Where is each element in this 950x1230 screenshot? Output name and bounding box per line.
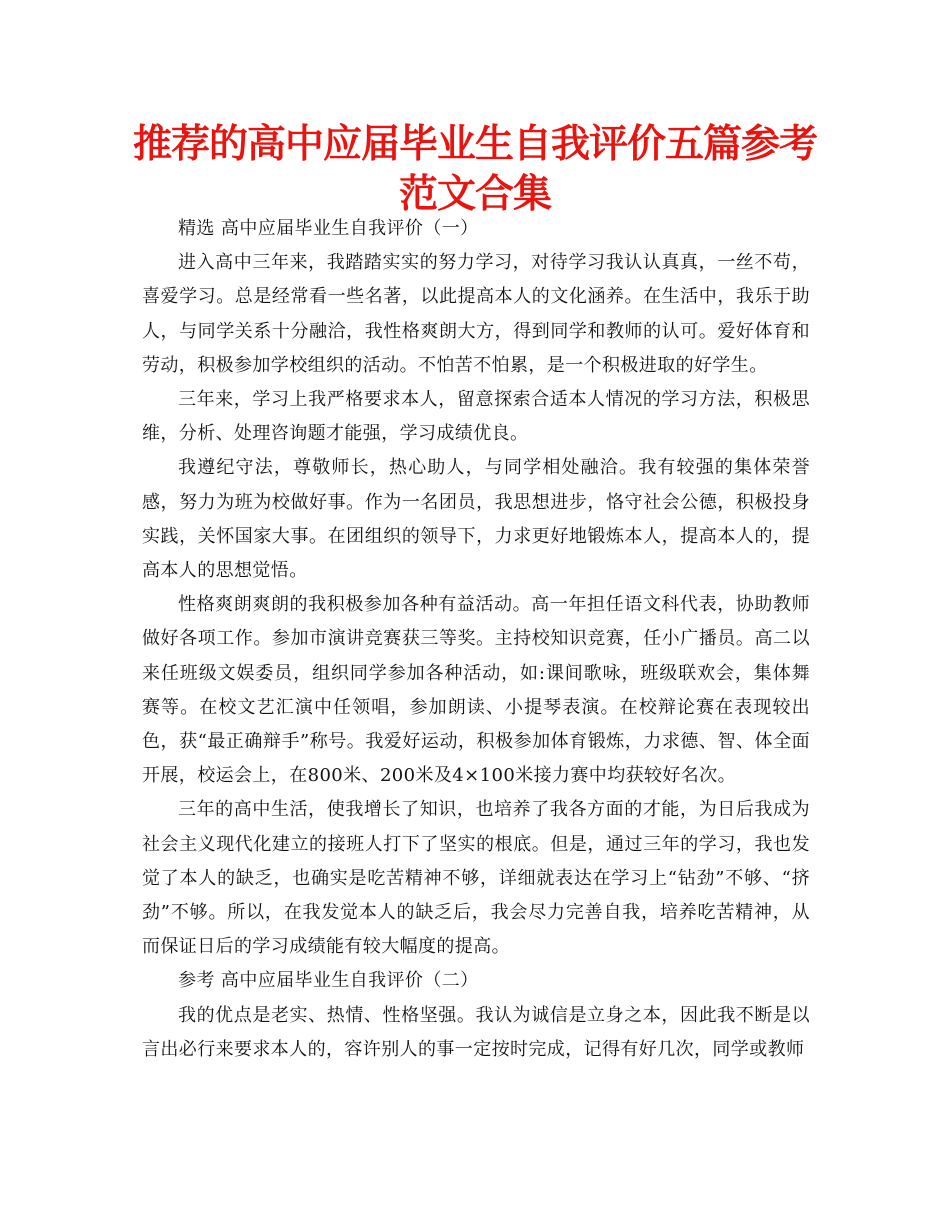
- paragraph: 三年来，学习上我严格要求本人，留意探索合适本人情况的学习方法，积极思维，分析、处理咨询题才能强，学习成绩优良。: [142, 389, 810, 445]
- paragraph: 进入高中三年来，我踏踏实实的努力学习，对待学习我认认真真，一丝不苟，喜爱学习。总是经常看一些名著，以此提高本人的文化涵养。在生活中，我乐于助人，与同学关系十分融洽，我性格爽朗大方，得到同学和教师的认可。爱好体育和劳动，积极参加学校组织的活动。不怕苦不怕累，是一个积极进取的好学生。: [142, 252, 810, 376]
- paragraph: 性格爽朗爽朗的我积极参加各种有益活动。高一年担任语文科代表，协助教师做好各项工作。参加市演讲竞赛获三等奖。主持校知识竞赛，任小广播员。高二以来任班级文娱委员，组织同学参加各种活动，如:课间歌咏，班级联欢会，集体舞赛等。在校文艺汇演中任领唱，参加朗读、小提琴表演。在校辩论赛在表现较出色，获“最正确辩手”称号。我爱好运动，积极参加体育锻炼，力求德、智、体全面开展，校运会上，在800米、200米及4×100米接力赛中均获较好名次。: [142, 594, 810, 787]
- paragraph: 我遵纪守法，尊敬师长，热心助人，与同学相处融洽。我有较强的集体荣誉感，努力为班为校做好事。作为一名团员，我思想进步，恪守社会公德，积极投身实践，关怀国家大事。在团组织的领导下，力求更好地锻炼本人，提高本人的，提高本人的思想觉悟。: [142, 457, 810, 582]
- section-heading-1: 精选 高中应届毕业生自我评价（一）: [178, 218, 479, 239]
- document-body: [142, 212, 810, 1067]
- document-title: 推荐的高中应届毕业生自我评价五篇参考范文合集: [132, 122, 817, 217]
- section-heading-2: 参考 高中应届毕业生自我评价（二）: [178, 970, 479, 992]
- paragraph: 三年的高中生活，使我增长了知识，也培养了我各方面的才能，为日后我成为社会主义现代化建立的接班人打下了坚实的根底。但是，通过三年的学习，我也发觉了本人的缺乏，也确实是吃苦精神不够，详细就表达在学习上“钻劲”不够、“挤劲”不够。所以，在我发觉本人的缺乏后，我会尽力完善自我，培养吃苦精神，从而保证日后的学习成绩能有较大幅度的提高。: [142, 799, 810, 958]
- paragraph: 我的优点是老实、热情、性格坚强。我认为诚信是立身之本，因此我不断是以言出必行来要求本人的，容许别人的事一定按时完成，记得有好几次，同学或教师: [142, 1004, 810, 1060]
